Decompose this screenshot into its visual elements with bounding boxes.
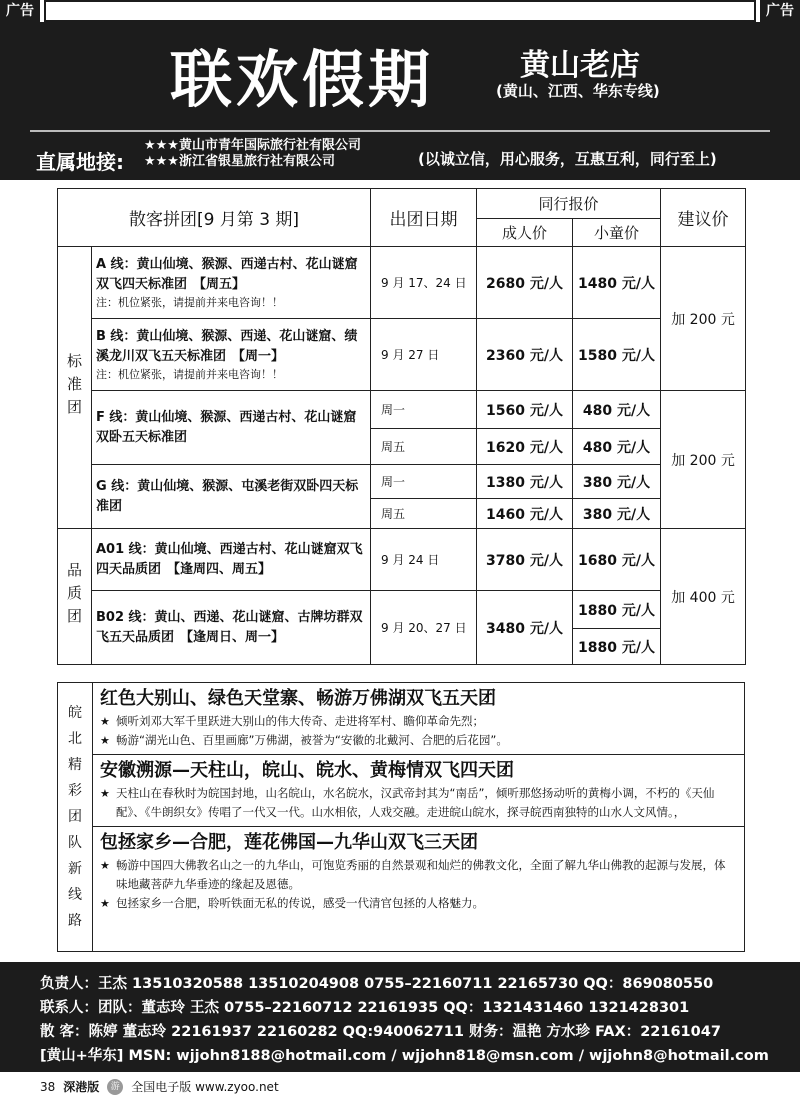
route-note: 注：机位紧张，请提前并来电咨询！！ <box>96 368 283 381</box>
route-a <box>92 247 371 319</box>
route-tag: 【周一】 <box>232 349 285 364</box>
route-tag: 【逢周四、周五】 <box>167 561 272 577</box>
store-lines: (黄山、江西、华东专线) <box>496 82 660 100</box>
block-title: 包拯家乡—合肥，莲花佛国—九华山双飞三天团 <box>100 832 478 853</box>
ad-tag-right: 广告 <box>760 0 800 22</box>
child-price: 1680 元/人 <box>573 529 661 591</box>
header-peer-price: 同行报价 <box>477 189 661 219</box>
route-g: G 线：黄山仙境、猴源、屯溪老街双卧四天标准团 <box>92 465 371 529</box>
route-note: 注：机位紧张，请提前并来电咨询！！ <box>96 296 283 309</box>
anhui-side-label <box>58 683 93 951</box>
route-date: 9 月 24 日 <box>371 529 477 591</box>
star-icon: ★ <box>100 787 110 800</box>
price-table <box>57 188 746 665</box>
agency-item: ★★★黄山市青年国际旅行社有限公司 <box>144 138 361 153</box>
contact-footer <box>0 962 800 1072</box>
route-tag: 【周五】 <box>193 277 246 292</box>
header-adult: 成人价 <box>477 219 573 247</box>
star-icon: ★ <box>100 734 110 747</box>
child-price: 380 元/人 <box>573 465 661 499</box>
zyoo-logo-icon: 游 <box>107 1079 123 1095</box>
side-char: 路 <box>68 913 82 929</box>
star-icon: ★ <box>100 715 110 728</box>
header-child: 小童价 <box>573 219 661 247</box>
header-suggest: 建议价 <box>661 189 746 247</box>
page-number: 38 <box>40 1079 56 1094</box>
anhui-block <box>92 683 744 755</box>
footer-line: 负责人：王杰 13510320588 13510204908 0755–22160711 22165730 QQ：869080550 <box>40 976 714 992</box>
side-char: 新 <box>68 861 82 877</box>
agency-item: ★★★浙江省银星旅行社有限公司 <box>144 154 335 169</box>
adult-price: 2360 元/人 <box>477 319 573 391</box>
header-date: 出团日期 <box>371 189 477 247</box>
direct-label: 直属地接: <box>36 150 124 174</box>
anhui-body <box>92 683 744 917</box>
header-group: 散客拼团[9 月第 3 期] <box>58 189 371 247</box>
bullet-item: ★ 畅游“湖光山色、百里画廊”万佛湖，被誉为“安徽的北戴河、合肥的后花园”。 <box>100 731 736 750</box>
suggest-price: 加 200 元 <box>661 391 746 529</box>
store-name: 黄山老店 <box>520 48 640 83</box>
side-char: 团 <box>68 809 82 825</box>
star-icon: ★ <box>100 859 110 872</box>
route-a01 <box>92 529 371 591</box>
agency-list <box>144 138 361 170</box>
bullet-item: ★ 倾听刘邓大军千里跃进大别山的伟大传奇、走进将军村、瞻仰革命先烈； <box>100 712 736 731</box>
ad-strip <box>44 0 756 22</box>
bullet-item: ★ 包拯家乡一合肥，聆听铁面无私的传说，感受一代清官包拯的人格魅力。 <box>100 894 736 913</box>
child-price: 1580 元/人 <box>573 319 661 391</box>
route-date: 周五 <box>371 429 477 465</box>
edition-label: 深港版 <box>63 1080 100 1094</box>
side-char: 彩 <box>68 783 82 799</box>
route-date: 周一 <box>371 391 477 429</box>
side-char: 皖 <box>68 705 82 721</box>
divider <box>30 130 770 132</box>
route-name: B02 线：黄山、西递、花山谜窟、古牌坊群双飞五天品质团 <box>96 609 363 645</box>
anhui-block <box>92 755 744 827</box>
footer-line: 联系人：团队：董志玲 王杰 0755–22160712 22161935 QQ：1321431460 1321428301 <box>40 1000 690 1016</box>
adult-price: 3780 元/人 <box>477 529 573 591</box>
child-price: 1880 元/人 <box>573 591 661 629</box>
suggest-price: 加 200 元 <box>661 247 746 391</box>
child-price: 480 元/人 <box>573 391 661 429</box>
header-banner <box>0 22 800 180</box>
side-char: 线 <box>68 887 82 903</box>
route-b <box>92 319 371 391</box>
category-standard: 标准团 <box>58 247 92 529</box>
adult-price: 1380 元/人 <box>477 465 573 499</box>
site-link[interactable]: 全国电子版 www.zyoo.net <box>131 1080 279 1094</box>
adult-price: 1560 元/人 <box>477 391 573 429</box>
footer-line: [黄山+华东] MSN: wjjohn8188@hotmail.com / wjjohn818@msn.com / wjjohn8@hotmail.com <box>40 1048 769 1064</box>
block-title: 安徽溯源—天柱山，皖山、皖水、黄梅情双飞四天团 <box>100 760 514 781</box>
brand-title: 联欢假期 <box>170 43 435 116</box>
page-footer <box>40 1078 279 1095</box>
side-char: 北 <box>68 731 82 747</box>
route-date: 周一 <box>371 465 477 499</box>
route-name: A 线：黄山仙境、猴源、西递古村、花山谜窟双飞四天标准团 <box>96 257 358 292</box>
route-f: F 线：黄山仙境、猴源、西递古村、花山谜窟双卧五天标准团 <box>92 391 371 465</box>
child-price: 380 元/人 <box>573 499 661 529</box>
anhui-block <box>92 827 744 917</box>
route-date: 周五 <box>371 499 477 529</box>
footer-line: 散 客：陈婷 董志玲 22161937 22160282 QQ:940062711 财务：温艳 方水珍 FAX：22161047 <box>40 1024 721 1040</box>
child-price: 480 元/人 <box>573 429 661 465</box>
route-date: 9 月 20、27 日 <box>371 591 477 665</box>
route-name: A01 线：黄山仙境、西递古村、花山谜窟双飞四天品质团 <box>96 541 363 577</box>
route-date: 9 月 17、24 日 <box>371 247 477 319</box>
route-tag: 【逢周日、周一】 <box>180 629 285 645</box>
side-char: 精 <box>68 757 82 773</box>
route-name: B 线：黄山仙境、猴源、西递、花山谜窟、绩溪龙川双飞五天标准团 <box>96 329 358 364</box>
adult-price: 2680 元/人 <box>477 247 573 319</box>
ad-tag-left: 广告 <box>0 0 40 22</box>
suggest-price: 加 400 元 <box>661 529 746 665</box>
category-quality: 品质团 <box>58 529 92 665</box>
child-price: 1480 元/人 <box>573 247 661 319</box>
anhui-section <box>57 682 745 952</box>
child-price: 1880 元/人 <box>573 629 661 665</box>
adult-price: 3480 元/人 <box>477 591 573 665</box>
block-title: 红色大别山、绿色天堂寨、畅游万佛湖双飞五天团 <box>100 688 496 709</box>
bullet-item: ★ 天柱山在春秋时为皖国封地，山名皖山，水名皖水，汉武帝封其为“南岳”，倾听那悠扬动听的黄梅小调，不朽的《天仙配》、《牛朗织女》传唱了一代又一代。山水相依，人戏交融。走进皖山皖水，探寻皖西南独特的山水人文风情。， <box>100 786 715 819</box>
bullet-item: ★ 畅游中国四大佛教名山之一的九华山，可饱览秀丽的自然景观和灿烂的佛教文化，全面了解九华山佛教的起源与发展，体味地藏菩萨九华垂迹的缘起及恩德。 <box>100 858 726 891</box>
slogan: (以诚立信，用心服务，互惠互利，同行至上) <box>418 150 717 168</box>
adult-price: 1460 元/人 <box>477 499 573 529</box>
star-icon: ★ <box>100 897 110 910</box>
route-b02 <box>92 591 371 665</box>
route-date: 9 月 27 日 <box>371 319 477 391</box>
side-char: 队 <box>68 835 82 851</box>
adult-price: 1620 元/人 <box>477 429 573 465</box>
